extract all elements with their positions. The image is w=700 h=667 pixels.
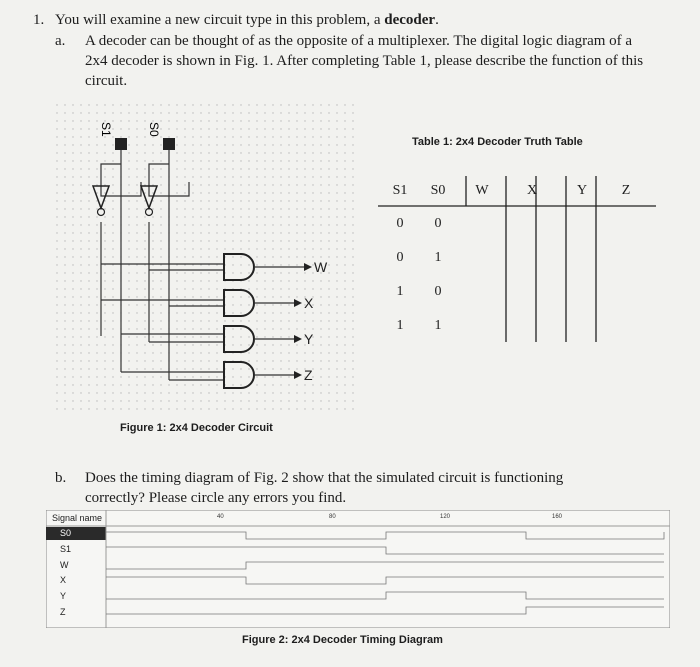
question-intro [55,10,439,30]
intro-bold-term: decoder [384,12,436,28]
table-cell: 1 [434,318,442,333]
output-label-z: Z [304,367,313,383]
time-tick-120: 120 [440,514,451,520]
signal-label-y: Y [60,591,67,601]
header-x: X [526,183,538,198]
intro-suffix: . [435,12,439,28]
timing-diagram [46,510,670,628]
input-pin-s0-label: S0 [147,122,161,137]
part-a-text: A decoder can be thought of as the opposite of a multiplexer. The digital logic diagram of a 2x4 decoder is shown in Fig. 1. After completing Table 1, please describe the function of this circuit. [85,33,644,89]
table-cell: 1 [396,318,404,333]
signal-label-s1: S1 [60,544,72,554]
truth-table-lines [378,176,656,346]
signal-label-z: Z [60,607,66,617]
signal-label-s0: S0 [60,528,72,538]
header-s1: S1 [392,183,408,198]
table-cell: 1 [396,284,404,299]
time-tick-160: 160 [552,514,563,520]
truth-table [378,176,656,346]
header-s0: S0 [430,183,446,198]
part-b-letter: b. [55,470,67,486]
table1-title: Table 1: 2x4 Decoder Truth Table [412,136,583,148]
signal-label-x: X [60,575,67,585]
intro-prefix: You will examine a new circuit type in this problem, a [55,12,385,28]
signal-name-header: Signal name [52,513,103,523]
table-cell: 0 [434,284,442,299]
header-z: Z [621,183,631,198]
table-cell: 0 [396,250,404,265]
output-label-x: X [304,295,314,311]
header-w: W [475,183,489,198]
table-cell: 1 [434,250,442,265]
part-a-letter: a. [55,33,66,49]
table-cell: 0 [396,216,404,231]
question-number: 1. [33,12,45,28]
input-pin-s1-label: S1 [99,122,113,137]
time-tick-40: 40 [217,514,224,520]
output-label-w: W [314,259,328,275]
timing-diagram-canvas [46,510,670,628]
output-label-y: Y [304,331,314,347]
time-tick-80: 80 [329,514,336,520]
table-cell: 0 [434,216,442,231]
part-b-text: Does the timing diagram of Fig. 2 show that the simulated circuit is functioning correctly? Please circle any errors you find. [85,470,564,506]
figure2-caption: Figure 2: 2x4 Decoder Timing Diagram [242,634,443,646]
header-y: Y [576,183,588,198]
decoder-circuit-diagram [56,104,356,414]
figure1-caption: Figure 1: 2x4 Decoder Circuit [120,422,273,434]
signal-label-w: W [60,560,69,570]
